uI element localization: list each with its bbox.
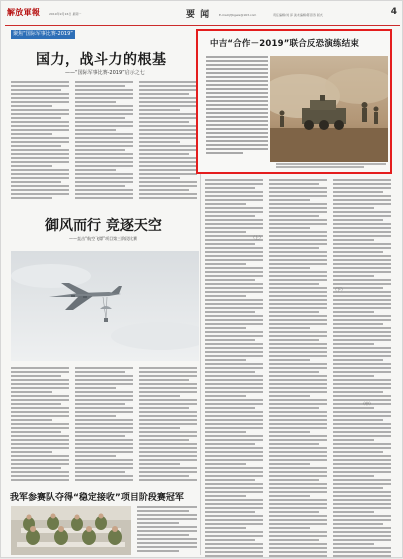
right-column-3 xyxy=(333,179,391,559)
featured-headline[interactable]: 中吉“合作－2019”联合反恐演练结束 xyxy=(210,39,360,49)
article-subheadline-2: ——直击“航空飞镖”项目第三阶段比赛 xyxy=(69,236,138,241)
masthead-divider xyxy=(5,25,400,26)
contact-email: E-mail:jfjbgwe@163.com xyxy=(219,13,257,17)
article-headline-1[interactable]: 国力，战斗力的根基 xyxy=(36,52,167,68)
article-2-column-3 xyxy=(139,367,197,483)
photo-caption xyxy=(276,163,386,169)
right-column-2 xyxy=(269,179,327,559)
article-subheadline-1: ——“国际军事比赛-2019”启示之七 xyxy=(65,70,145,76)
article-1-column-1 xyxy=(11,81,69,201)
publication-date: 2019年9月16日 星期一 xyxy=(49,12,82,16)
aircraft-airdrop-photo xyxy=(11,251,199,361)
featured-article[interactable] xyxy=(196,29,392,174)
newspaper-logo: 解放軍報 xyxy=(7,7,41,17)
featured-article-text xyxy=(206,56,268,156)
article-headline-2[interactable]: 御风而行 竞逐天空 xyxy=(45,218,162,234)
article-headline-3[interactable]: 我军参赛队夺得“稳定接收”项目阶段赛冠军 xyxy=(10,493,184,503)
topic-kicker: 聚焦“国际军事比赛-2019” xyxy=(11,30,75,39)
masthead xyxy=(5,5,400,25)
article-1-column-3 xyxy=(139,81,197,201)
right-article-body xyxy=(201,179,397,555)
section-marker-upper: （上） xyxy=(251,235,263,240)
exercise-photo-illustration xyxy=(270,56,388,162)
section-marker-lower: （下） xyxy=(333,287,345,292)
page-number: 4 xyxy=(390,7,397,17)
article-2-column-2 xyxy=(75,367,133,483)
left-column xyxy=(5,29,199,555)
classroom-photo-illustration xyxy=(11,506,131,555)
exercise-photo xyxy=(270,56,388,162)
article-1-column-2 xyxy=(75,81,133,201)
article-3-column xyxy=(137,506,197,554)
section-marker-middle: （中） xyxy=(361,401,373,406)
section-title: 要 闻 xyxy=(186,10,211,20)
article-2-column-1 xyxy=(11,367,69,483)
editor-credits: 责任编辑/刘 泽 美术编辑/陈思涛 版式 xyxy=(273,13,323,17)
classroom-photo xyxy=(11,506,131,555)
aircraft-photo-illustration xyxy=(11,251,199,361)
